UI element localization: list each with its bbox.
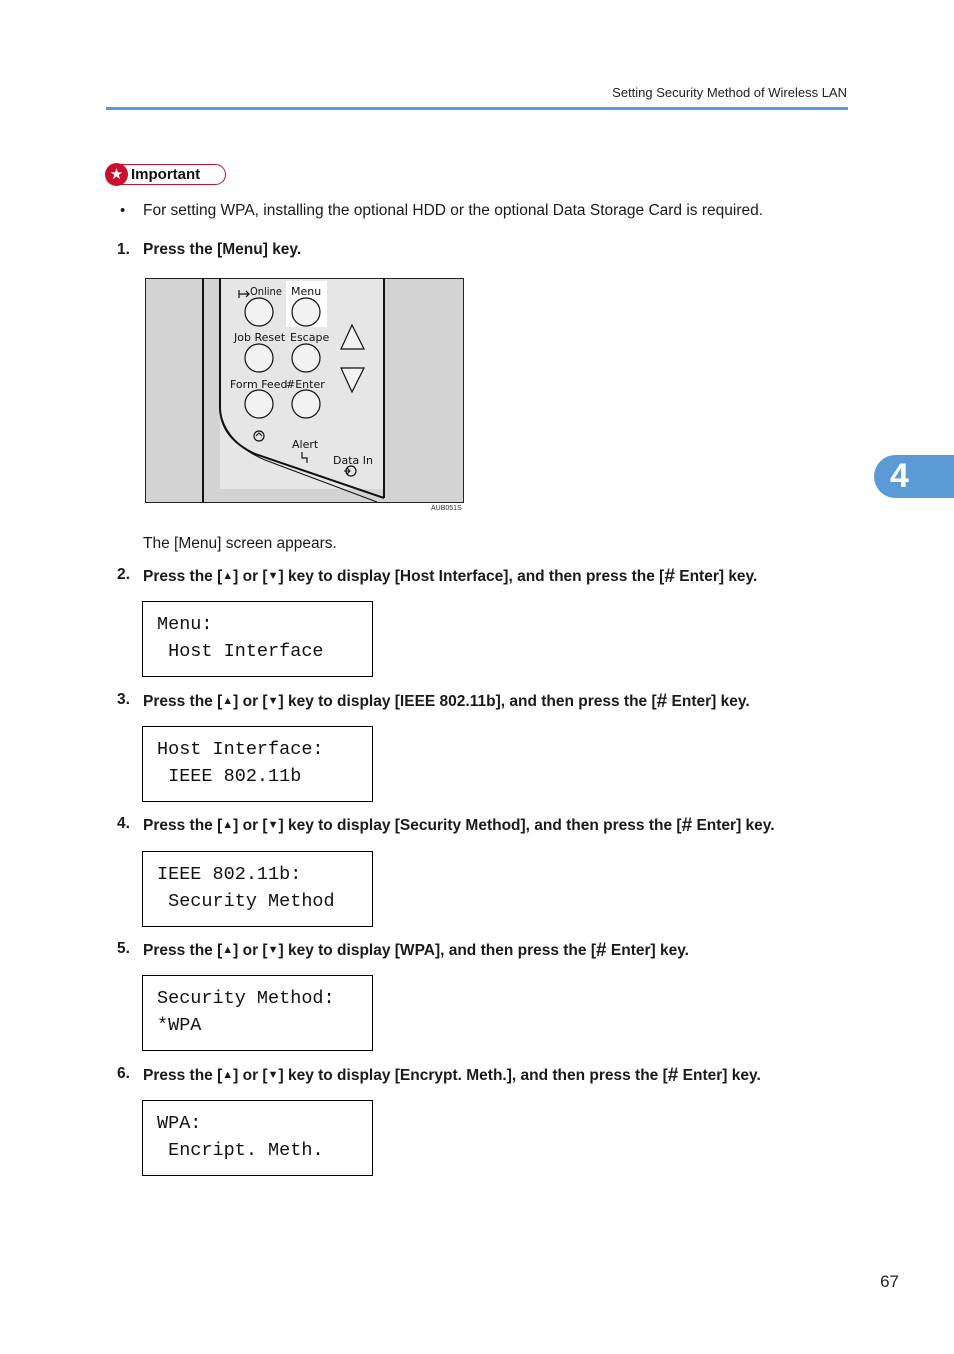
lcd-line-2: Encript. Meth. <box>157 1140 324 1161</box>
bullet-text: For setting WPA, installing the optional HDD or the optional Data Storage Card is required. <box>143 202 764 219</box>
star-icon: ★ <box>105 163 128 186</box>
lcd-line-2: IEEE 802.11b <box>157 766 302 787</box>
lcd-display <box>142 851 373 927</box>
chapter-tab <box>874 455 954 498</box>
panel-label-form-feed: Form Feed <box>230 378 288 391</box>
step-text: Press the [▲] or [▼] key to display [IEEE 802.11b], and then press the [# Enter] key. <box>143 691 750 712</box>
up-arrow-icon: ▲ <box>222 570 234 582</box>
hash-icon: # <box>596 940 607 961</box>
up-arrow-icon: ▲ <box>222 695 234 707</box>
down-arrow-icon: ▼ <box>267 570 279 582</box>
lcd-line-2: Host Interface <box>157 641 324 662</box>
lcd-display <box>142 726 373 802</box>
lcd-display <box>142 1100 373 1176</box>
lcd-line-1: WPA: <box>157 1113 202 1134</box>
lcd-display <box>142 601 373 677</box>
step-number: 3. <box>117 691 130 708</box>
lcd-line-1: IEEE 802.11b: <box>157 864 302 885</box>
lcd-line-1: Host Interface: <box>157 739 324 760</box>
important-label: Important <box>131 166 201 183</box>
panel-label-data-in: Data In <box>333 454 373 467</box>
header-rule <box>106 107 848 110</box>
lcd-line-1: Menu: <box>157 614 213 635</box>
lcd-line-2: *WPA <box>157 1015 202 1036</box>
running-header: Setting Security Method of Wireless LAN <box>612 85 847 100</box>
important-badge <box>106 164 226 185</box>
down-arrow-icon: ▼ <box>267 944 279 956</box>
hash-icon: # <box>656 691 668 712</box>
panel-label-job-reset: Job Reset <box>234 331 286 344</box>
step-text: Press the [▲] or [▼] key to display [Encrypt. Meth.], and then press the [# Enter] key. <box>143 1065 761 1086</box>
step-text: Press the [▲] or [▼] key to display [Security Method], and then press the [# Enter] key. <box>143 815 775 836</box>
panel-label-enter: #Enter <box>286 378 325 391</box>
up-arrow-icon: ▲ <box>222 1069 234 1081</box>
bullet-icon: • <box>120 202 126 219</box>
step-text: Press the [Menu] key. <box>143 241 302 258</box>
down-arrow-icon: ▼ <box>267 819 279 831</box>
up-arrow-icon: ▲ <box>222 819 234 831</box>
chapter-number: 4 <box>890 457 909 495</box>
down-arrow-icon: ▼ <box>267 1069 279 1081</box>
up-arrow-icon: ▲ <box>222 944 234 956</box>
step-number: 2. <box>117 566 130 583</box>
panel-label-online: Online <box>250 285 282 298</box>
panel-label-alert: Alert <box>292 438 319 451</box>
step-text: Press the [▲] or [▼] key to display [WPA], and then press the [# Enter] key. <box>143 940 689 961</box>
lcd-display <box>142 975 373 1051</box>
figure-code: AUB051S <box>431 505 462 512</box>
step-number: 4. <box>117 815 130 832</box>
step-number: 6. <box>117 1065 130 1082</box>
hash-icon: # <box>664 566 675 587</box>
page-number: 67 <box>880 1272 899 1291</box>
panel-label-escape: Escape <box>290 331 330 344</box>
step-number: 1. <box>117 241 130 258</box>
down-arrow-icon: ▼ <box>267 695 279 707</box>
control-panel-illustration <box>145 278 464 503</box>
panel-label-menu: Menu <box>291 285 322 298</box>
step-text: Press the [▲] or [▼] key to display [Host Interface], and then press the [# Enter] key. <box>143 566 758 587</box>
hash-icon: # <box>681 815 693 836</box>
lcd-line-1: Security Method: <box>157 988 335 1009</box>
step-number: 5. <box>117 940 130 957</box>
lcd-line-2: Security Method <box>157 891 335 912</box>
hash-icon: # <box>667 1065 679 1086</box>
result-text: The [Menu] screen appears. <box>143 535 337 552</box>
